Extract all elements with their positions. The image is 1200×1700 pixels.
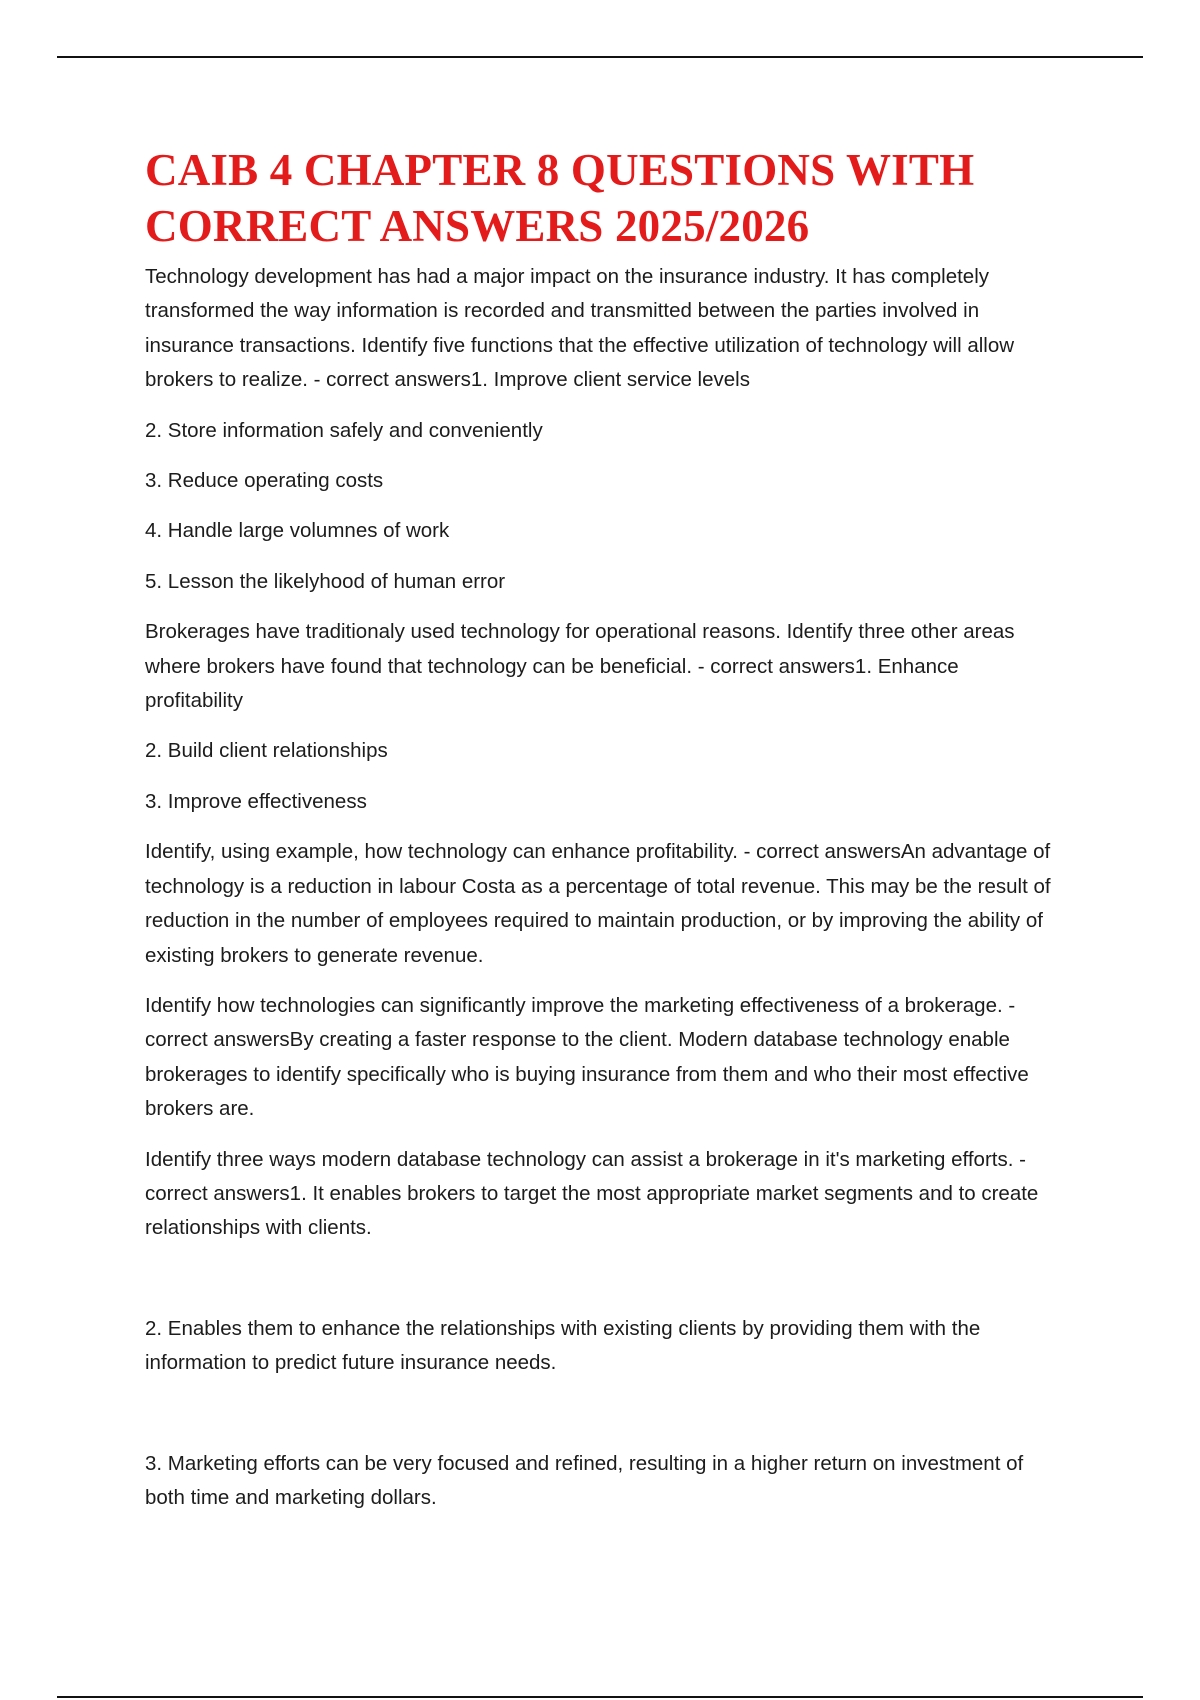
answer-item: 4. Handle large volumnes of work — [145, 519, 450, 543]
title-line-2: CORRECT ANSWERS 2025/2026 — [145, 201, 810, 251]
answer-item: 2. Store information safely and conveniently — [145, 418, 543, 442]
answer-item: 2. Build client relationships — [145, 739, 388, 763]
bottom-rule — [57, 1696, 1143, 1698]
answer-item: 5. Lesson the likelyhood of human error — [145, 569, 506, 593]
question-paragraph: Identify how technologies can significantly improve the marketing effectiveness of a brokerage. - correct answersBy creating a faster response to the client. Modern database technology enable brokerages to identify specifically who is buying insurance from them and who their most effective brokers are. — [145, 993, 1029, 1121]
title-line-1: CAIB 4 CHAPTER 8 QUESTIONS WITH — [145, 145, 975, 195]
top-rule — [57, 56, 1143, 58]
answer-item: 2. Enables them to enhance the relationships with existing clients by providing them with the information to predict future insurance needs. — [145, 1316, 981, 1375]
question-paragraph: Technology development has had a major impact on the insurance industry. It has completely transformed the way information is recorded and transmitted between the parties involved in insurance transactions. Identify five functions that the effective utilization of technology will allow brokers to realize. - correct answers1. Improve client service levels — [145, 265, 1015, 392]
question-paragraph: Brokerages have traditionaly used technology for operational reasons. Identify three other areas where brokers have found that technology can be beneficial. - correct answers1. Enhance profitability — [145, 620, 1015, 713]
answer-item: 3. Marketing efforts can be very focused and refined, resulting in a higher return on investment of both time and marketing dollars. — [145, 1451, 1024, 1509]
spacer — [145, 1397, 1055, 1447]
spacer — [145, 1262, 1055, 1312]
question-answer-list — [145, 260, 1055, 1515]
question-paragraph: Identify, using example, how technology can enhance profitability. - correct answersAn advantage of technology is a reduction in labour Costa as a percentage of total revenue. This may be the result of reduction in the number of employees required to maintain production, or by improving the ability of existing brokers to generate revenue. — [145, 840, 1051, 967]
question-paragraph: Identify three ways modern database technology can assist a brokerage in it's marketing efforts. - correct answers1. It enables brokers to target the most appropriate market segments and to create relationships with clients. — [145, 1147, 1039, 1240]
answer-item: 3. Reduce operating costs — [145, 469, 384, 493]
document-page — [145, 142, 1055, 1531]
answer-item: 3. Improve effectiveness — [145, 789, 367, 813]
document-title — [145, 142, 1055, 254]
